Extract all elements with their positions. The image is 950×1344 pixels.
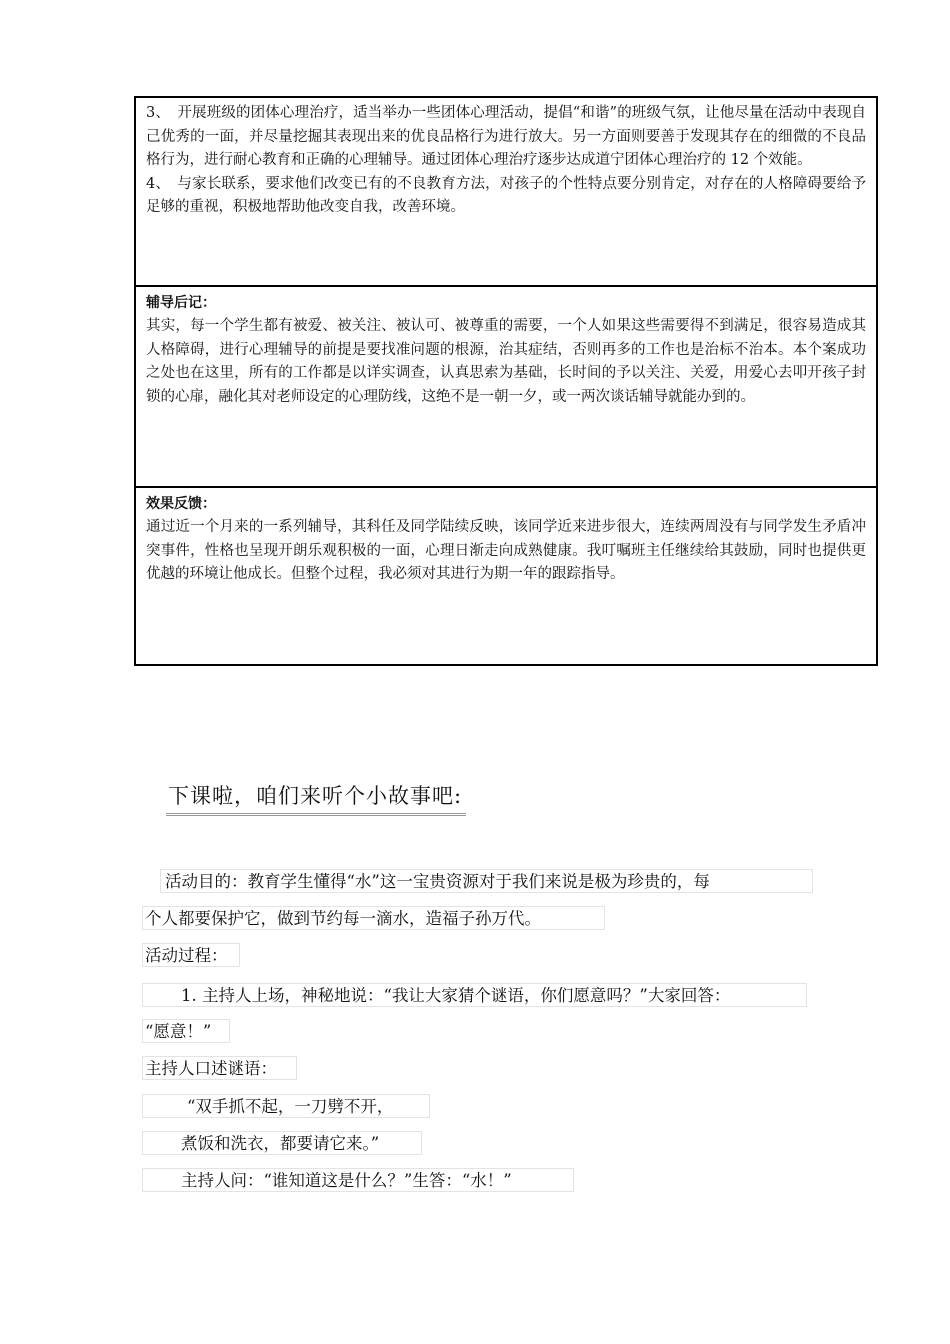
- postscript-body: 其实，每一个学生都有被爱、被关注、被认可、被尊重的需要，一个人如果这些需要得不到满足，很容易造成其人格障碍，进行心理辅导的前提是要找准问题的根源，治其症结，否则再多的工作也是治标不治本。本个案成功之处也在这里，所有的工作都是以详实调查，认真思索为基础，长时间的予以关注、关爱，用爱心去叩开孩子封锁的心扉，融化其对老师设定的心理防线，这绝不是一朝一夕，或一两次谈话辅导就能办到的。: [146, 318, 866, 405]
- purpose-line-1: 活动目的：教育学生懂得“水”这一宝贵资源对于我们来说是极为珍贵的，每: [160, 869, 813, 893]
- step1-line-2: “愿意！”: [142, 1019, 230, 1043]
- story-title: 下课啦，咱们来听个小故事吧:: [166, 781, 466, 816]
- riddle-line-2: 煮饭和洗衣，都要请它来。”: [142, 1131, 422, 1155]
- counseling-record-table: [134, 96, 878, 666]
- riddle-intro: 主持人口述谜语：: [142, 1056, 297, 1080]
- purpose-line-2: 个人都要保护它，做到节约每一滴水，造福子孙万代。: [142, 906, 605, 930]
- postscript-heading: 辅导后记：: [146, 295, 216, 311]
- strategy-paragraph-3: 3、 开展班级的团体心理治疗，适当举办一些团体心理活动，提倡“和谐”的班级气氛，让他尽量在活动中表现自己优秀的一面，并尽量挖掘其表现出来的优良品格行为进行放大。另一方面则要善于发现其存在的细微的不良品格行为，进行耐心教育和正确的心理辅导。通过团体心理治疗逐步达成道宁团体心理治疗的 12 个效能。: [146, 105, 866, 168]
- step1-line-1: 1. 主持人上场，神秘地说：“我让大家猜个谜语，你们愿意吗？”大家回答：: [142, 983, 807, 1007]
- feedback-heading: 效果反馈：: [146, 496, 216, 512]
- feedback-body: 通过近一个月来的一系列辅导，其科任及同学陆续反映，该同学近来进步很大，连续两周没有与同学发生矛盾冲突事件，性格也呈现开朗乐观积极的一面，心理日渐走向成熟健康。我叮嘱班主任继续给其鼓励，同时也提供更优越的环境让他成长。但整个过程，我必须对其进行为期一年的跟踪指导。: [146, 519, 866, 582]
- strategy-paragraph-4: 4、 与家长联系，要求他们改变已有的不良教育方法，对孩子的个性特点要分别肯定，对存在的人格障碍要给予足够的重视，积极地帮助他改变自我，改善环境。: [146, 175, 866, 215]
- host-question: 主持人问：“谁知道这是什么？”生答：“水！”: [142, 1168, 574, 1192]
- postscript-cell: [136, 287, 876, 488]
- process-label: 活动过程：: [142, 943, 240, 967]
- strategy-cell: [136, 98, 876, 287]
- feedback-cell: [136, 488, 876, 664]
- riddle-line-1: “双手抓不起，一刀劈不开，: [142, 1094, 430, 1118]
